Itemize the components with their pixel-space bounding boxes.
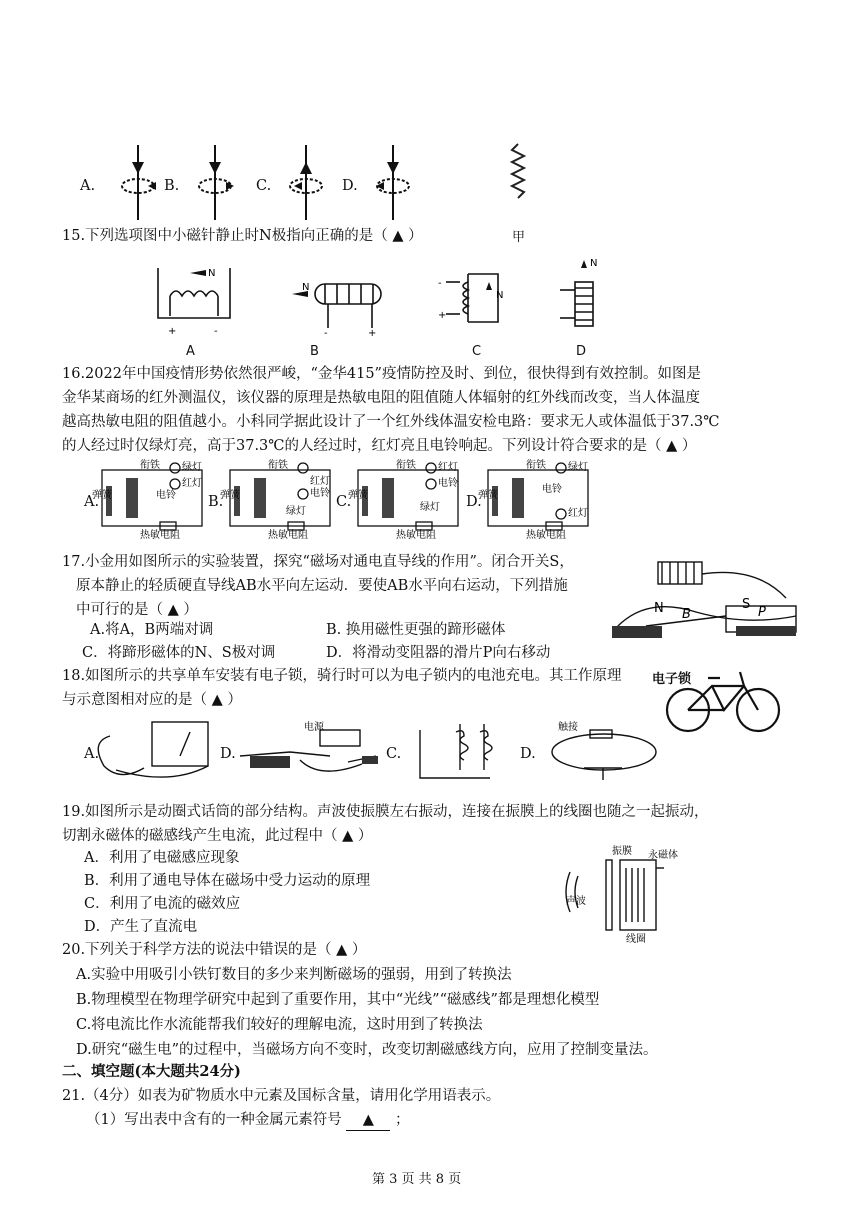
q15-c-minus: - [438,278,442,289]
q19-choices [84,848,370,937]
spring-figure [508,140,528,210]
q14-figure [80,140,500,230]
q17-fig-b: B [682,607,691,622]
q16-b-red: 红灯 [310,476,330,487]
spring-figure-label: 甲 [512,230,526,245]
q20-choice-d: D.研究“磁生电”的过程中，当磁场方向不变时，改变切割磁感线方向，应用了控制变量法。 [76,1042,658,1058]
q14-option-c: C. [256,178,272,194]
q17-choice-a: A.将A，B两端对调 [90,622,214,638]
q19-fig-magnet: 永磁体 [648,850,678,861]
q16-a-armature: 衔铁 [140,460,160,471]
q21-blank-marker: ▲ [362,1112,374,1128]
q20-choice-a: A.实验中用吸引小铁钉数目的多少来判断磁场的强弱，用到了转换法 [76,967,512,983]
q19-figure [560,838,710,944]
q18-option-c: C. [386,746,402,762]
q17-fig-n: N [654,601,664,616]
q17-line-1: 17.小金用如图所示的实验装置，探究“磁场对通电直导线的作用”。闭合开关S， [62,554,574,570]
q14-diagrams [80,140,500,230]
q16-a-spring: 弹簧 [92,490,112,501]
q16-line-1: 16.2022年中国疫情形势依然很严峻，“金华415”疫情防控及时、到位，很快得到有效控制。如图是 [62,366,701,382]
q16-line-4: 的人经过时仅绿灯亮，高于37.3℃的人经过时，红灯亮且电铃响起。下列设计符合要求的是（ ▲ ） [62,438,697,454]
q18-line-1: 18.如图所示的共享单车安装有电子锁，骑行时可以为电子锁内的电池充电。其工作原理 [62,668,622,684]
q14-option-d: D. [342,178,358,194]
q16-a-green: 绿灯 [182,462,202,473]
q16-option-a: A. [84,494,100,510]
bicycle-icon [664,662,782,734]
spring-icon [508,140,528,210]
q20-stem: 20.下列关于科学方法的说法中错误的是（ ▲ ） [62,942,367,958]
q15-b-n-label: N [302,282,310,293]
q15-label-b: B [310,344,319,359]
q16-c-spring: 弹簧 [348,490,368,501]
q17-fig-s: S [742,597,751,612]
q21-stem: 21.（4分）如表为矿物质水中元素及国标含量，请用化学用语表示。 [62,1088,501,1104]
q16-d-bell: 电铃 [542,484,562,495]
q18-option-b: D. [220,746,236,762]
q17-line-3: 中可行的是（ ▲ ） [76,602,198,618]
q14-option-a: A. [80,178,96,194]
q19-fig-coil: 线圈 [626,934,646,945]
q16-b-green: 绿灯 [286,506,306,517]
q21-sub1 [86,1110,409,1131]
q16-b-spring: 弹簧 [220,490,240,501]
q16-c-red: 红灯 [438,462,458,473]
q17-line-2: 原本静止的轻质硬直导线AB水平向左运动．要使AB水平向右运动，下列措施 [76,578,568,594]
page-footer: 第 3 页 共 8 页 [372,1172,462,1187]
q15-b-minus: - [324,328,328,339]
q18-stem [62,666,622,710]
q18-figures [80,716,660,786]
q19-line-2: 切割永磁体的磁感线产生电流，此过程中（ ▲ ） [62,828,373,844]
q20-choice-c: C.将电流比作水流能帮我们较好的理解电流，这时用到了转换法 [76,1017,483,1033]
q15-figures [150,258,630,338]
q14-option-b: B. [164,178,180,194]
q17-choice-b: B. 换用磁性更强的蹄形磁体 [326,622,506,638]
q19-fig-diaphragm: 振膜 [612,846,632,857]
q16-line-3: 越高热敏电阻的阻值越小。小科同学据此设计了一个红外线体温安检电路：要求无人或体温低于37.3℃ [62,414,720,430]
q16-c-green: 绿灯 [420,502,440,513]
q18-fig-power: 电源 [304,722,324,733]
q15-label-a: A [186,344,195,359]
q16-b-thermistor: 热敏电阻 [268,530,308,541]
q17-figure [606,556,806,642]
q16-option-c: C. [336,494,352,510]
q19-line-1: 19.如图所示是动圈式话筒的部分结构。声波使振膜左右振动，连接在振膜上的线圈也随之一起振动， [62,804,709,820]
q16-b-bell: 电铃 [310,488,330,499]
q18-fig-contact: 触接 [558,722,578,733]
q18-line-2: 与示意图相对应的是（ ▲ ） [62,692,242,708]
q19-choice-c: C．利用了电流的磁效应 [84,896,241,912]
q16-d-green: 绿灯 [568,462,588,473]
q17-fig-p: P [758,605,766,620]
q19-fig-sound: 声波 [566,896,586,907]
q19-choice-a: A．利用了电磁感应现象 [84,850,240,866]
q20-choice-b: B.物理模型在物理学研究中起到了重要作用，其中“光线”“磁感线”都是理想化模型 [76,992,600,1008]
q16-c-thermistor: 热敏电阻 [396,530,436,541]
q18-diagrams [80,716,660,786]
q16-d-armature: 衔铁 [526,460,546,471]
microphone-diagram [560,838,710,944]
q16-d-spring: 弹簧 [478,490,498,501]
bicycle-figure [664,662,782,734]
q16-c-bell: 电铃 [438,478,458,489]
q17-choice-c: C．将蹄形磁体的N、S极对调 [82,645,276,661]
q16-option-d: D. [466,494,482,510]
q16-line-2: 金华某商场的红外测温仪，该仪器的原理是热敏电阻的阻值随人体辐射的红外线而改变，当人体温度 [62,390,700,406]
section-2-title: 二、填空题(本大题共24分) [62,1063,241,1080]
q15-a-plus: + [168,326,177,337]
q16-d-red: 红灯 [568,508,588,519]
q16-option-b: B. [208,494,224,510]
q19-choice-b: B．利用了通电导体在磁场中受力运动的原理 [84,873,371,889]
q15-stem: 15.下列选项图中小磁针静止时N极指向正确的是（ ▲ ） [62,228,423,244]
q19-choice-d: D．产生了直流电 [84,919,198,935]
q21-sub1-tail: ； [394,1112,410,1128]
q16-d-thermistor: 热敏电阻 [526,530,566,541]
q18-option-a: A. [84,746,100,762]
q15-c-plus: + [438,310,447,321]
q15-d-n-label: N [590,258,598,269]
q16-stem [62,364,720,456]
q18-bike-label: 电子锁 [652,672,692,687]
q17-apparatus [606,556,806,642]
q21-answer-blank[interactable] [346,1110,390,1131]
q15-a-minus: - [214,326,218,337]
q16-a-red: 红灯 [182,478,202,489]
q16-c-armature: 衔铁 [396,460,416,471]
q17-choice-d: D．将滑动变阻器的滑片P向右移动 [326,645,551,661]
q17-stem [62,552,574,620]
q16-a-bell: 电铃 [156,490,176,501]
q15-label-d: D [576,344,587,359]
q18-option-d: D. [520,746,536,762]
q15-diagrams [150,258,630,338]
q15-b-plus: + [368,328,377,339]
q20-choices [76,965,658,1060]
q16-b-armature: 衔铁 [268,460,288,471]
q15-c-n-label: N [496,290,504,301]
q15-a-n-label: N [208,268,216,279]
q16-a-thermistor: 热敏电阻 [140,530,180,541]
q15-label-c: C [472,344,482,359]
q21-sub1-text: （1）写出表中含有的一种金属元素符号 [86,1112,347,1128]
